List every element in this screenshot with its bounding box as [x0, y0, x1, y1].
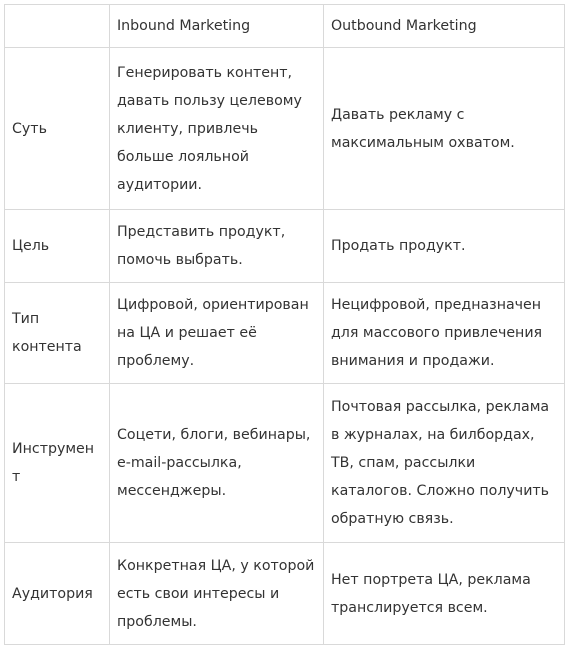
header-cell-outbound: Outbound Marketing: [324, 5, 565, 48]
table-row: [5, 283, 565, 384]
outbound-cell: Нецифровой, предназначен для массового привлечения внимания и продажи.: [324, 283, 565, 384]
outbound-cell: Нет портрета ЦА, реклама транслируется всем.: [324, 543, 565, 645]
row-label-goal: Цель: [5, 210, 110, 283]
table-header-row: [5, 5, 565, 48]
header-cell-empty: [5, 5, 110, 48]
table-row: [5, 543, 565, 645]
inbound-cell: Цифровой, ориентирован на ЦА и решает её проблему.: [110, 283, 324, 384]
comparison-table: [4, 4, 565, 645]
table-row: [5, 48, 565, 210]
inbound-cell: Соцети, блоги, вебинары, e-mail-рассылка, мессенджеры.: [110, 384, 324, 543]
row-label-content-type: Тип контента: [5, 283, 110, 384]
outbound-cell: Давать рекламу с максимальным охватом.: [324, 48, 565, 210]
row-label-audience: Аудитория: [5, 543, 110, 645]
table-row: [5, 384, 565, 543]
header-cell-inbound: Inbound Marketing: [110, 5, 324, 48]
row-label-essence: Суть: [5, 48, 110, 210]
inbound-cell: Генерировать контент, давать пользу целевому клиенту, привлечь больше лояльной аудитории.: [110, 48, 324, 210]
inbound-cell: Конкретная ЦА, у которой есть свои интересы и проблемы.: [110, 543, 324, 645]
inbound-cell: Представить продукт, помочь выбрать.: [110, 210, 324, 283]
outbound-cell: Почтовая рассылка, реклама в журналах, на билбордах, ТВ, спам, рассылки каталогов. Сложно получить обратную связь.: [324, 384, 565, 543]
table-row: [5, 210, 565, 283]
row-label-tool: Инструмент: [5, 384, 110, 543]
outbound-cell: Продать продукт.: [324, 210, 565, 283]
